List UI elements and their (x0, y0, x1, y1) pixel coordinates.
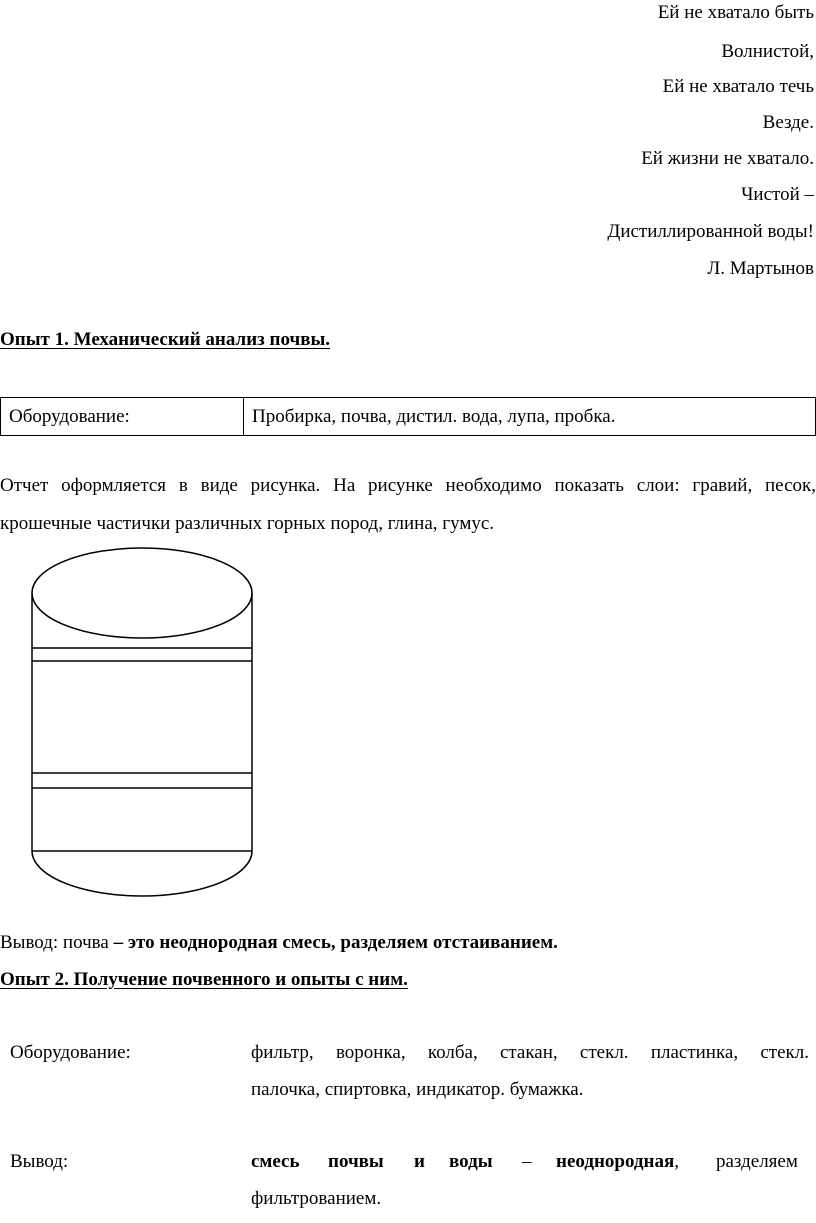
word-comma: , (674, 1151, 679, 1172)
exp1-conclusion-prefix: Вывод: почва (0, 932, 109, 953)
poem-line-7: Дистиллированной воды! (607, 221, 814, 242)
exp2-equipment-line-1: фильтр, воронка, колба, стакан, стекл. пластинка, стекл. (251, 1042, 809, 1063)
tube-top-ellipse (32, 548, 252, 638)
exp1-report-line-1: Отчет оформляется в виде рисунка. На рисунке необходимо показать слои: гравий, песок, (0, 475, 816, 496)
exp2-heading: Опыт 2. Получение почвенного и опыты с ним. (0, 969, 408, 990)
poem-author: Л. Мартынов (707, 258, 814, 279)
exp2-conclusion-label: Вывод: (10, 1151, 69, 1172)
exp1-conclusion-bold: – это неоднородная смесь, разделяем отстаиванием. (108, 932, 558, 953)
exp2-conclusion-line-2: фильтрованием. (251, 1188, 382, 1209)
word-i: и (414, 1151, 425, 1172)
exp1-heading: Опыт 1. Механический анализ почвы. (0, 329, 331, 350)
word-pochvy: почвы (328, 1151, 384, 1172)
poem-line-4: Везде. (762, 112, 814, 133)
word-vody: воды (449, 1151, 493, 1172)
word-neodnorodnaya-group (556, 1152, 679, 1171)
tube-bottom-arc (32, 851, 252, 896)
word-dash: – (522, 1151, 532, 1172)
poem-line-3: Ей не хватало течь (662, 76, 814, 97)
exp1-equipment-value: Пробирка, почва, дистил. вода, лупа, пробка. (244, 398, 816, 436)
word-smes: смесь (251, 1151, 300, 1172)
exp1-equipment-label: Оборудование: (1, 398, 244, 436)
exp2-equipment-label: Оборудование: (10, 1042, 131, 1063)
poem-line-6: Чистой – (741, 184, 814, 205)
exp1-report-line-2: крошечные частички различных горных пород, глина, гумус. (0, 513, 495, 534)
poem-line-1: Ей не хватало быть (657, 2, 814, 23)
poem-line-2: Волнистой, (721, 41, 814, 62)
exp1-conclusion (0, 933, 558, 952)
poem-line-5: Ей жизни не хватало. (641, 148, 814, 169)
word-neodnorodnaya: неоднородная (556, 1151, 675, 1172)
word-razdelyaem: разделяем (716, 1151, 798, 1172)
exp2-equipment-line-2: палочка, спиртовка, индикатор. бумажка. (251, 1079, 584, 1100)
